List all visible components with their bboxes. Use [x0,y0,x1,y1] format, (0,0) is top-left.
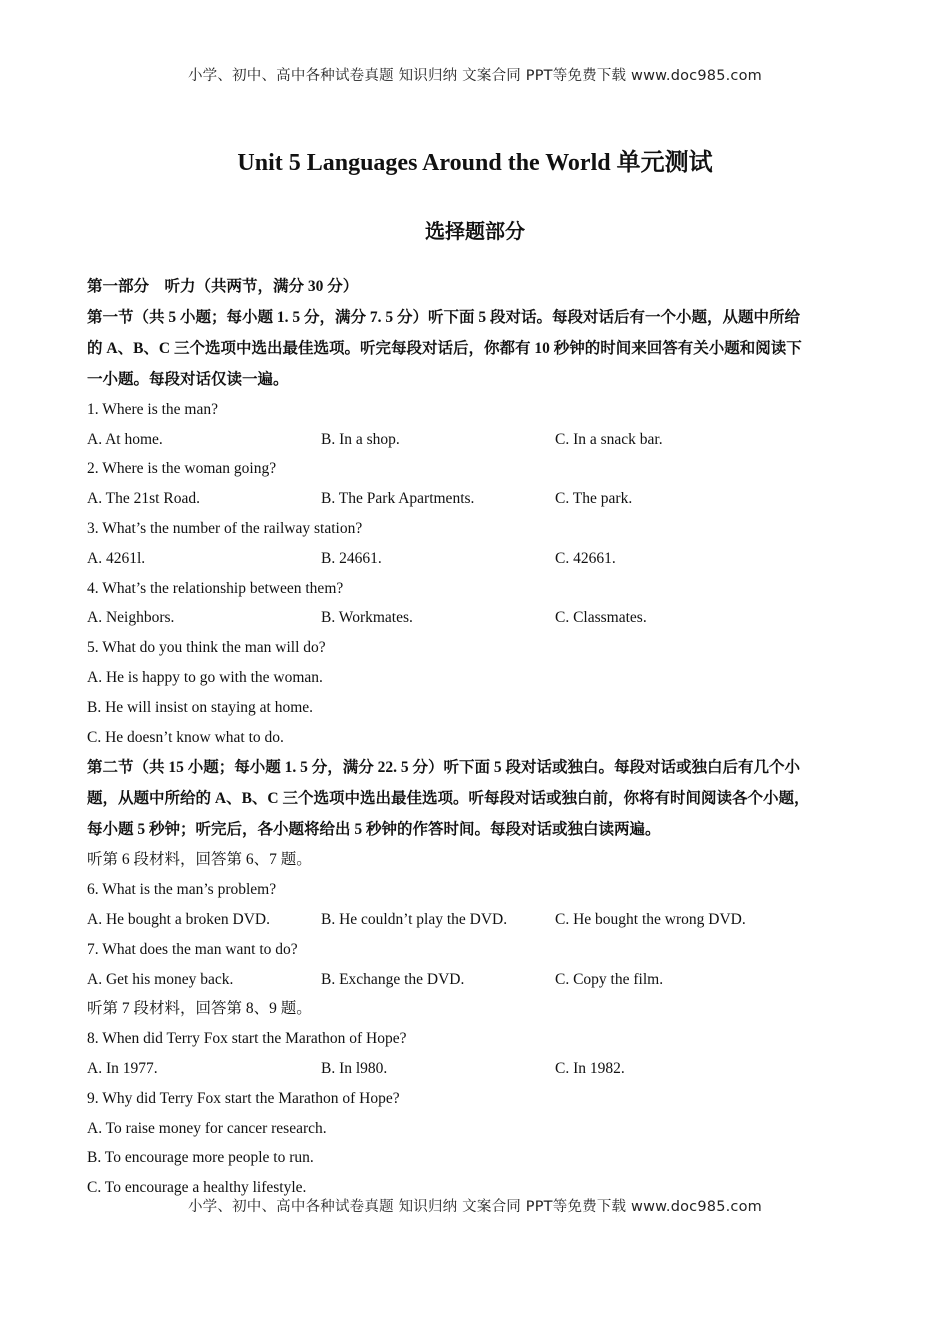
question-8: 8. When did Terry Fox start the Marathon of Hope? [87,1030,407,1048]
option-b: B. The Park Apartments. [321,490,475,508]
question-6-options [87,905,867,935]
option-c: C. 42661. [555,549,616,567]
option-c: C. He bought the wrong DVD. [555,910,746,928]
question-3-options [87,544,867,574]
option-b: B. He will insist on staying at home. [87,698,314,716]
option-c: C. Copy the film. [555,970,664,988]
option-a: A. He bought a broken DVD. [87,910,270,928]
option-b: B. To encourage more people to run. [87,1149,314,1167]
question-2: 2. Where is the woman going? [87,460,277,478]
option-a: A. To raise money for cancer research. [87,1119,327,1137]
material-7-note: 听第 7 段材料，回答第 8、9 题。 [87,1000,312,1018]
question-7: 7. What does the man want to do? [87,940,298,958]
option-a: A. In 1977. [87,1059,158,1077]
option-a: A. He is happy to go with the woman. [87,668,323,686]
part1-heading: 第一部分 听力（共两节，满分 30 分） [87,278,359,295]
page-footer: 小学、初中、高中各种试卷真题 知识归纳 文案合同 PPT等免费下载 www.doc985.com [187,1199,763,1215]
question-7-options [87,965,867,995]
option-c: C. In 1982. [555,1059,625,1077]
question-4: 4. What’s the relationship between them? [87,579,344,597]
option-a: A. The 21st Road. [87,490,200,508]
option-a: A. Get his money back. [87,970,234,988]
question-6: 6. What is the man’s problem? [87,881,277,899]
option-c: C. Classmates. [555,609,647,627]
option-b: B. In a shop. [321,430,400,448]
option-c: C. The park. [555,490,633,508]
question-5: 5. What do you think the man will do? [87,639,326,657]
option-c: C. In a snack bar. [555,430,663,448]
page-header: 小学、初中、高中各种试卷真题 知识归纳 文案合同 PPT等免费下载 www.doc985.com [187,68,763,84]
material-6-note: 听第 6 段材料，回答第 6、7 题。 [87,851,312,869]
instruction-line: 的 A、B、C 三个选项中选出最佳选项。听完每段对话后，你都有 10 秒钟的时间来回答有关小题和阅读下 [87,339,802,357]
page-title: Unit 5 Languages Around the World 单元测试 [237,150,713,176]
option-b: B. Exchange the DVD. [321,970,465,988]
question-3: 3. What’s the number of the railway station? [87,519,363,537]
question-1-options [87,425,867,455]
question-4-options [87,603,867,633]
instruction-line: 第二节（共 15 小题；每小题 1. 5 分，满分 22. 5 分）听下面 5 段对话或独白。每段对话或独白后有几个小 [87,759,801,777]
question-8-options [87,1054,867,1084]
instruction-line: 一小题。每段对话仅读一遍。 [87,370,289,388]
option-a: A. At home. [87,430,163,448]
instruction-line: 第一节（共 5 小题；每小题 1. 5 分，满分 7. 5 分）听下面 5 段对话。每段对话后有一个小题，从题中所给 [87,308,801,326]
option-b: B. 24661. [321,549,382,567]
question-1: 1. Where is the man? [87,400,218,418]
question-9: 9. Why did Terry Fox start the Marathon of Hope? [87,1089,400,1107]
option-b: B. In l980. [321,1059,388,1077]
exam-content [87,272,867,1203]
option-a: A. Neighbors. [87,609,175,627]
option-a: A. 4261l. [87,549,146,567]
section1-instructions [87,302,867,395]
option-c: C. He doesn’t know what to do. [87,728,284,746]
question-2-options [87,484,867,514]
page-subtitle: 选择题部分 [425,221,525,243]
section2-instructions [87,752,867,845]
option-b: B. Workmates. [321,609,413,627]
option-c: C. To encourage a healthy lifestyle. [87,1179,307,1197]
instruction-line: 题，从题中所给的 A、B、C 三个选项中选出最佳选项。听每段对话或独白前，你将有时间阅读各个小题， [87,790,810,808]
option-b: B. He couldn’t play the DVD. [321,910,508,928]
instruction-line: 每小题 5 秒钟；听完后，各小题将给出 5 秒钟的作答时间。每段对话或独白读两遍。 [87,821,661,839]
